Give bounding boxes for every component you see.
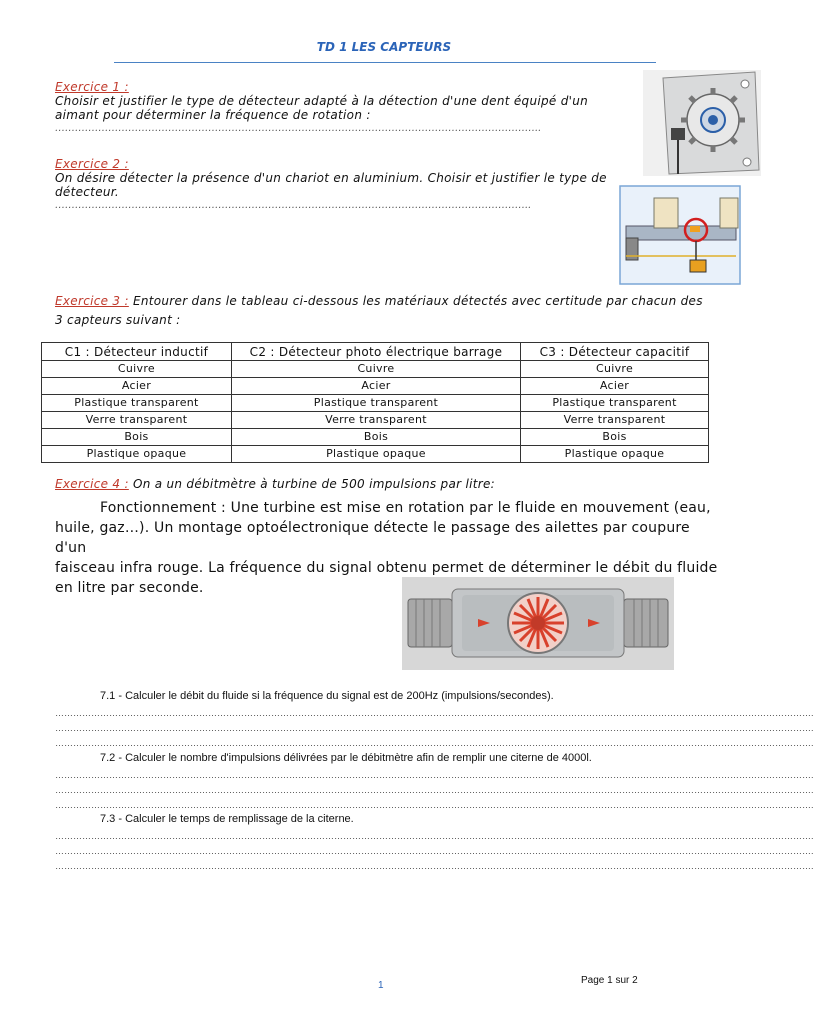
table-cell[interactable]: Acier bbox=[231, 378, 520, 395]
table-cell[interactable]: Plastique opaque bbox=[521, 446, 709, 463]
materials-table bbox=[41, 342, 709, 463]
table-cell[interactable]: Bois bbox=[42, 429, 232, 446]
table-cell[interactable]: Verre transparent bbox=[521, 412, 709, 429]
exercise-2-answer-line: …………………………………………………………………………………………………………………………….. bbox=[55, 200, 532, 211]
page-title: TD 1 LES CAPTEURS bbox=[316, 40, 452, 54]
exercise-2-text-line2: détecteur. bbox=[55, 185, 120, 199]
exercise-2 bbox=[55, 157, 635, 213]
table-cell[interactable]: Verre transparent bbox=[42, 412, 232, 429]
table-cell[interactable]: Acier bbox=[521, 378, 709, 395]
gear-sensor-image bbox=[643, 70, 761, 176]
exercise-2-text-line1: On désire détecter la présence d'un chariot en aluminium. Choisir et justifier le type de bbox=[55, 171, 607, 185]
table-row bbox=[42, 361, 709, 378]
title-divider bbox=[114, 62, 656, 63]
table-cell[interactable]: Plastique transparent bbox=[42, 395, 232, 412]
question-7-2: 7.2 - Calculer le nombre d'impulsions délivrées par le débitmètre afin de remplir une citerne de 4000l. bbox=[100, 752, 592, 764]
page-of-label: Page 1 sur 2 bbox=[581, 975, 638, 986]
description-line-2: huile, gaz…). Un montage optoélectronique détecte le passage des ailettes par coupure d'un bbox=[55, 520, 690, 556]
question-block-3 bbox=[55, 813, 814, 876]
description-line-4: en litre par seconde. bbox=[55, 580, 204, 596]
table-cell[interactable]: Plastique opaque bbox=[42, 446, 232, 463]
table-row bbox=[42, 378, 709, 395]
header-c3: C3 : Détecteur capacitif bbox=[521, 343, 709, 361]
table-cell[interactable]: Plastique transparent bbox=[521, 395, 709, 412]
exercise-1-label: Exercice 1 : bbox=[55, 80, 129, 94]
table-cell[interactable]: Plastique transparent bbox=[231, 395, 520, 412]
description-line-1: Fonctionnement : Une turbine est mise en rotation par le fluide en mouvement (eau, bbox=[100, 500, 711, 516]
exercise-3-text-line2: 3 capteurs suivant : bbox=[55, 313, 181, 327]
answer-line[interactable]: ………………………………………………………………………………………………………………………………………………………………………………………………………………………………. bbox=[55, 831, 814, 841]
exercise-4 bbox=[55, 477, 715, 491]
answer-line[interactable]: ………………………………………………………………………………………………………………………………………………………………………………………………………………………………. bbox=[55, 770, 814, 780]
table-row bbox=[42, 446, 709, 463]
exercise-4-intro: On a un débitmètre à turbine de 500 impulsions par litre: bbox=[132, 477, 496, 491]
question-7-1: 7.1 - Calculer le débit du fluide si la fréquence du signal est de 200Hz (impulsions/secondes). bbox=[100, 690, 554, 702]
table-cell[interactable]: Cuivre bbox=[231, 361, 520, 378]
exercise-1-answer-line: ……………………………………………………………………………………………………………………………….. bbox=[55, 123, 542, 134]
exercise-1-text-line1: Choisir et justifier le type de détecteur adapté à la détection d'une dent équipé d'un bbox=[55, 94, 589, 108]
exercise-3-text-line1: Entourer dans le tableau ci-dessous les matériaux détectés avec certitude par chacun des bbox=[132, 294, 703, 308]
question-block-2 bbox=[55, 752, 814, 815]
table-cell[interactable]: Verre transparent bbox=[231, 412, 520, 429]
table-row bbox=[42, 429, 709, 446]
page-number: 1 bbox=[378, 980, 384, 991]
chariot-detection-image bbox=[620, 186, 740, 284]
description-line-3: faisceau infra rouge. La fréquence du signal obtenu permet de déterminer le débit du fluide bbox=[55, 560, 718, 576]
table-cell[interactable]: Bois bbox=[521, 429, 709, 446]
table-cell[interactable]: Acier bbox=[42, 378, 232, 395]
table-header-row bbox=[42, 343, 709, 361]
exercise-4-label: Exercice 4 : bbox=[55, 477, 129, 491]
exercise-2-label: Exercice 2 : bbox=[55, 157, 129, 171]
table-cell[interactable]: Plastique opaque bbox=[231, 446, 520, 463]
exercise-1-text-line2: aimant pour déterminer la fréquence de rotation : bbox=[55, 108, 371, 122]
answer-line[interactable]: ………………………………………………………………………………………………………………………………………………………………………………………………………………………………. bbox=[55, 861, 814, 871]
table-cell[interactable]: Cuivre bbox=[521, 361, 709, 378]
answer-line[interactable]: ………………………………………………………………………………………………………………………………………………………………………………………………………………………………. bbox=[55, 708, 814, 718]
answer-line[interactable]: ………………………………………………………………………………………………………………………………………………………………………………………………………………………………. bbox=[55, 723, 814, 733]
question-7-3: 7.3 - Calculer le temps de remplissage de la citerne. bbox=[100, 813, 354, 825]
exercise-3 bbox=[55, 294, 715, 327]
table-cell[interactable]: Bois bbox=[231, 429, 520, 446]
exercise-3-label: Exercice 3 : bbox=[55, 294, 129, 308]
answer-line[interactable]: ………………………………………………………………………………………………………………………………………………………………………………………………………………………………. bbox=[55, 846, 814, 856]
table-row bbox=[42, 412, 709, 429]
answer-line[interactable]: ………………………………………………………………………………………………………………………………………………………………………………………………………………………………. bbox=[55, 738, 814, 748]
answer-line[interactable]: ………………………………………………………………………………………………………………………………………………………………………………………………………………………………. bbox=[55, 785, 814, 795]
turbine-flowmeter-image bbox=[402, 577, 674, 670]
exercise-1 bbox=[55, 80, 615, 136]
question-block-1 bbox=[55, 690, 814, 753]
table-row bbox=[42, 395, 709, 412]
header-c2: C2 : Détecteur photo électrique barrage bbox=[231, 343, 520, 361]
answer-line[interactable]: ………………………………………………………………………………………………………………………………………………………………………………………………………………………………. bbox=[55, 800, 814, 810]
header-c1: C1 : Détecteur inductif bbox=[42, 343, 232, 361]
table-cell[interactable]: Cuivre bbox=[42, 361, 232, 378]
